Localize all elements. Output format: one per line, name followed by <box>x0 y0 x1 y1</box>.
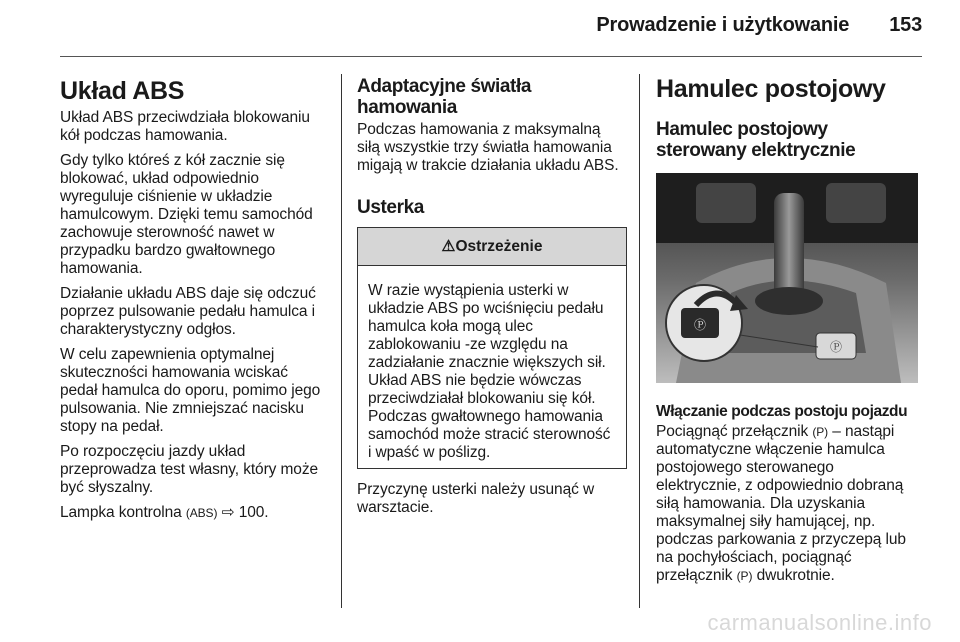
watermark: carmanualsonline.info <box>707 610 932 635</box>
abs-paragraph-3: Działanie układu ABS daje się odczuć poprzez pulsowanie pedału hamulca i charakterystyczny odgłos. <box>60 285 316 338</box>
column-abs <box>60 60 328 529</box>
engage-while-stationary-heading: Włączanie podczas postoju pojazdu <box>656 403 908 420</box>
engage-text-a: Pociągnąć przełącznik <box>656 423 809 440</box>
column-divider-2 <box>639 74 640 608</box>
column-brake-lights <box>357 60 627 524</box>
warning-title: Ostrzeżenie <box>455 238 543 255</box>
fault-heading: Usterka <box>357 197 424 218</box>
abs-paragraph-1: Układ ABS przeciwdziała blokowaniu kół podczas hamowania. <box>60 109 310 144</box>
parking-brake-switch-photo <box>656 173 918 383</box>
header-divider <box>60 56 922 57</box>
engage-paragraph <box>656 423 922 585</box>
abs-paragraph-2: Gdy tylko któreś z kół zacznie się blokować, układ odpowiednio wyreguluje ciśnienie w układzie hamulcowym. Dzięki temu samochód zachowuje sterowność nawet w przypadku bardzo gwałtownego hamowania. <box>60 152 313 277</box>
warning-body <box>358 266 626 468</box>
parking-brake-heading: Hamulec postojowy <box>656 75 886 103</box>
svg-text:Ⓟ: Ⓟ <box>829 340 843 354</box>
page-header <box>596 14 922 37</box>
abs-warning-lamp-icon: (ABS) <box>185 506 218 520</box>
parking-brake-p-icon: (P) <box>812 425 829 439</box>
fault-repair-paragraph: Przyczynę usterki należy usunąć w warsztacie. <box>357 481 595 516</box>
parking-brake-p-icon-2: (P) <box>736 569 753 583</box>
warning-box <box>357 227 627 469</box>
control-lamp-text: Lampka kontrolna <box>60 504 182 521</box>
engage-text-c: dwukrotnie. <box>756 567 835 584</box>
page-reference[interactable]: 100. <box>238 504 269 521</box>
svg-text:Ⓟ: Ⓟ <box>693 318 707 332</box>
column-parking-brake <box>656 60 922 592</box>
adaptive-brake-lights-heading: Adaptacyjne światła hamowania <box>357 76 532 118</box>
header-title: Prowadzenie i użytkowanie <box>596 14 850 36</box>
column-divider-1 <box>341 74 342 608</box>
engage-text-b: – nastąpi automatyczne włączenie hamulca postojowego sterowanego elektrycznie, z odpowiednio dobraną siłą hamowania. Dla uzyskania maksymalnej siły hamującej, np. podczas parkowania z przyczepą lub na pochyłościach, pociągnąć przełącznik <box>656 423 906 584</box>
adaptive-brake-lights-paragraph: Podczas hamowania z maksymalną siłą wszystkie trzy światła hamowania migają w trakcie działania układu ABS. <box>357 121 619 174</box>
warning-text: W razie wystąpienia usterki w układzie ABS po wciśnięciu pedału hamulca koła mogą ulec zablokowaniu -ze względu na zadziałanie znacznie większych sił. Układ ABS nie będzie wówczas przeciwdziałał blokowaniu się kół. Podczas gwałtownego hamowania samochód może stracić sterowność i wpaść w poślizg. <box>368 282 611 461</box>
warning-triangle-icon: ⚠ <box>441 238 456 255</box>
warning-header <box>358 228 626 266</box>
abs-paragraph-5: Po rozpoczęciu jazdy układ przeprowadza test własny, który może być słyszalny. <box>60 443 318 496</box>
electric-parking-brake-heading: Hamulec postojowy sterowany elektrycznie <box>656 119 856 161</box>
abs-paragraph-4: W celu zapewnienia optymalnej skuteczności hamowania wciskać pedał hamulca do oporu, pomimo jego pulsowania. Nie zmniejszać nacisku stopy na pedał. <box>60 346 321 435</box>
control-lamp-line <box>60 504 328 522</box>
page-number: 153 <box>889 14 922 36</box>
abs-heading: Układ ABS <box>60 77 185 105</box>
page-reference-arrow-icon: ⇨ <box>221 504 235 521</box>
